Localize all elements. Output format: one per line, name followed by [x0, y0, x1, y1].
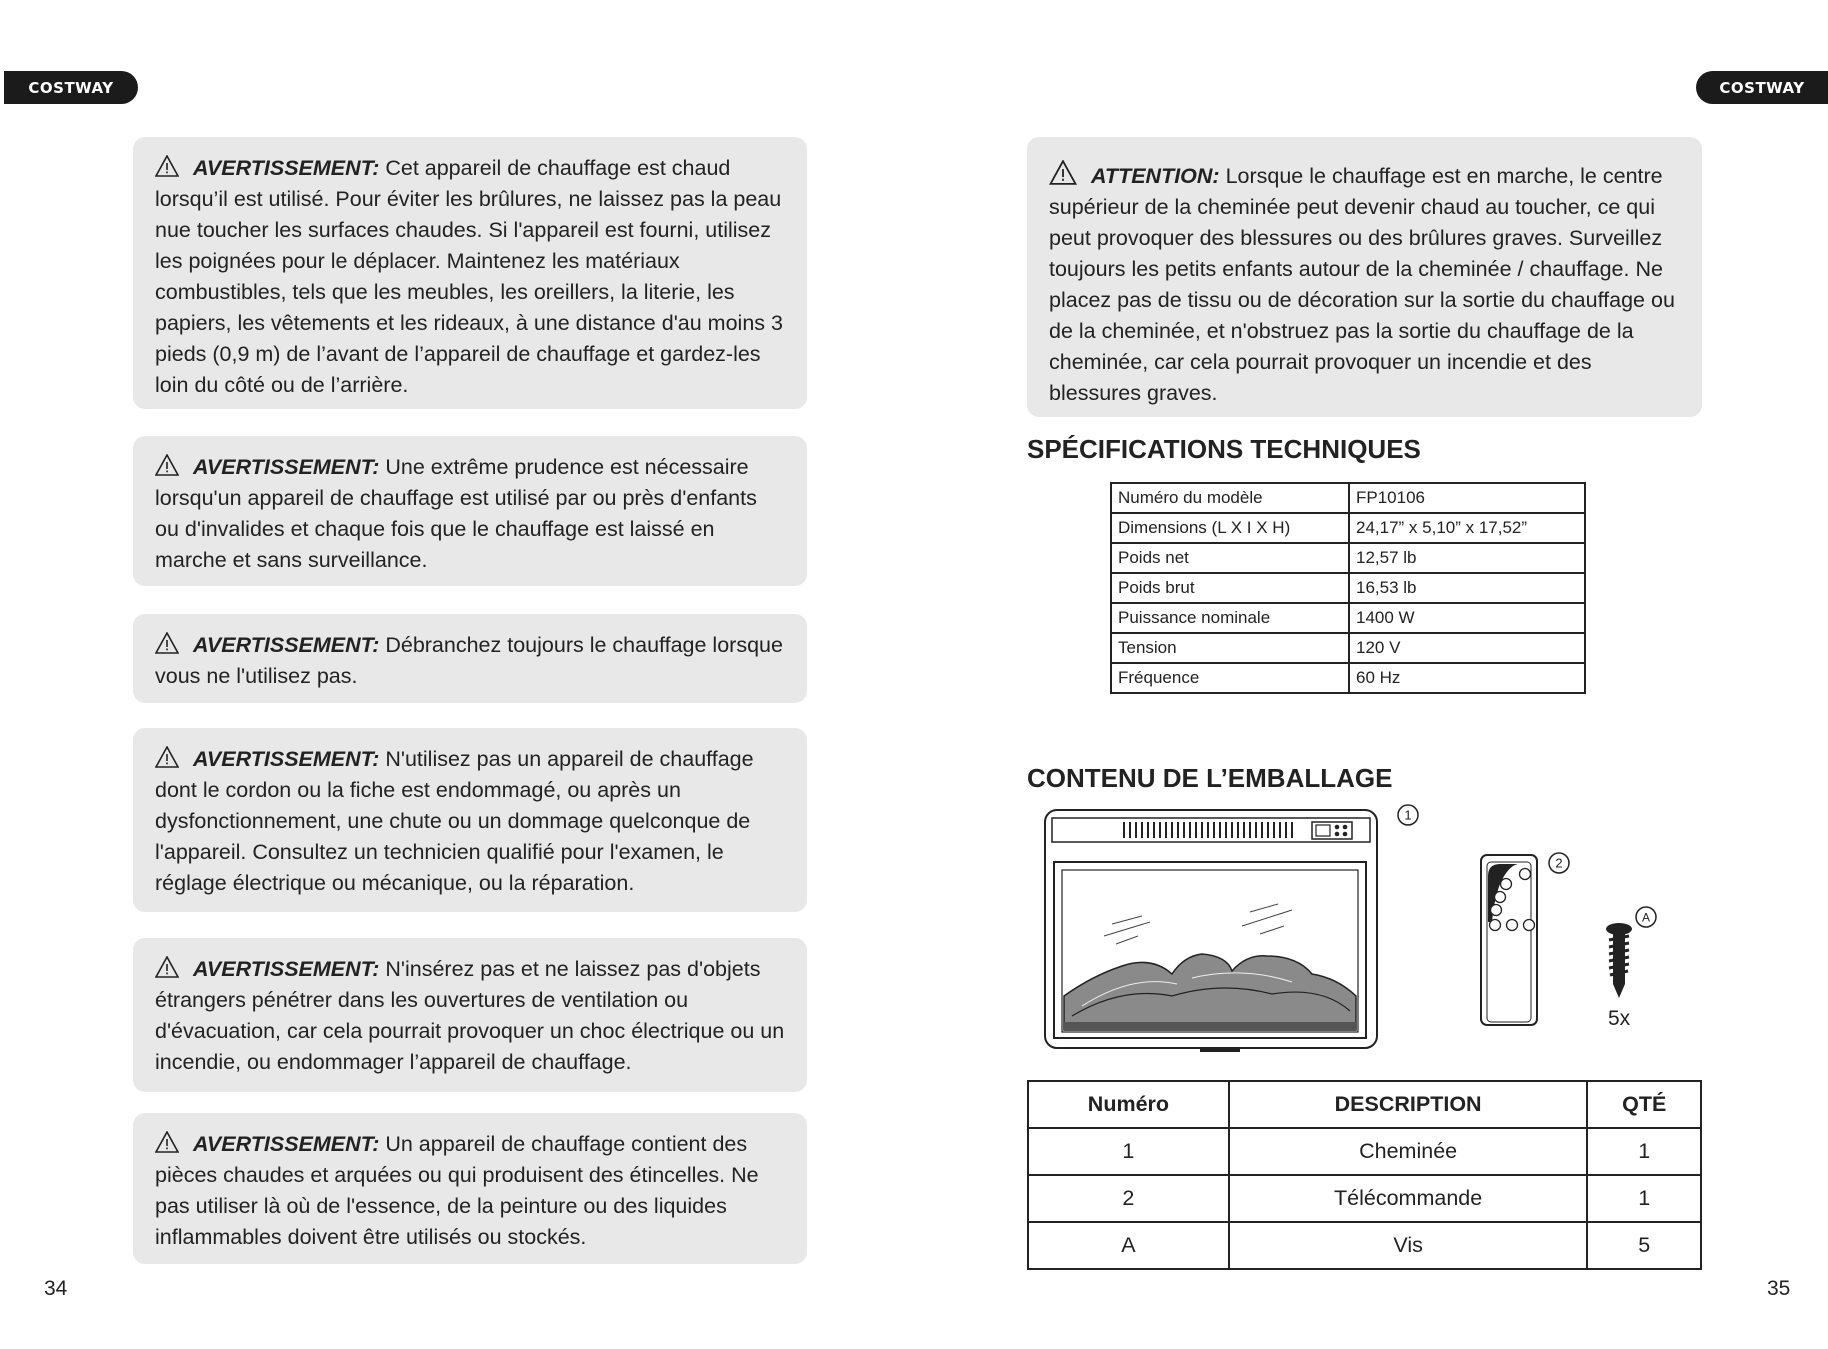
spec-label: Dimensions (L X I X H) — [1111, 513, 1349, 543]
warning-triangle-icon — [155, 155, 179, 177]
attention-keyword: ATTENTION: — [1091, 164, 1220, 188]
spec-row — [1111, 573, 1585, 603]
spec-row — [1111, 513, 1585, 543]
warning-keyword: AVERTISSEMENT: — [193, 1132, 380, 1156]
warning-box-3 — [133, 614, 807, 703]
callout-a — [1634, 905, 1658, 929]
spec-row — [1111, 543, 1585, 573]
package-title: CONTENU DE L’EMBALLAGE — [1027, 763, 1393, 793]
attention-box — [1027, 137, 1702, 417]
spec-label: Fréquence — [1111, 663, 1349, 693]
page-number-left: 34 — [44, 1277, 68, 1300]
warning-triangle-icon — [155, 956, 179, 978]
warning-text: N'insérez pas et ne laissez pas d'objets étrangers pénétrer dans les ouvertures de ventilation ou d'évacuation, car cela pourrait provoquer un choc électrique ou un incendie, ou endommager l’appareil de chauffage. — [155, 957, 785, 1074]
warning-triangle-icon — [155, 632, 179, 654]
spec-value: 16,53 lb — [1349, 573, 1585, 603]
spec-label: Poids brut — [1111, 573, 1349, 603]
package-header: DESCRIPTION — [1229, 1081, 1588, 1128]
svg-text:1: 1 — [1404, 807, 1412, 823]
warning-text: Cet appareil de chauffage est chaud lorsqu’il est utilisé. Pour éviter les brûlures, ne laissez pas la peau nue toucher les surfaces chaudes. Si l'appareil est fourni, utilisez les poignées pour le déplacer. Maintenez les matériaux combustibles, tels que les meubles, les oreillers, la literie, les papiers, les vêtements et les rideaux, à une distance d'au moins 3 pieds (0,9 m) de l’avant de l’appareil de chauffage et gardez-les loin du côté ou de l’arrière. — [155, 156, 783, 397]
package-cell: Vis — [1229, 1222, 1588, 1269]
spec-value: 12,57 lb — [1349, 543, 1585, 573]
screw-illustration — [1604, 922, 1634, 998]
page-number-right: 35 — [1767, 1277, 1791, 1300]
spec-value: 120 V — [1349, 633, 1585, 663]
package-table — [1027, 1080, 1702, 1270]
brand-label: COSTWAY — [28, 78, 114, 97]
fireplace-illustration — [1042, 806, 1382, 1054]
package-row — [1028, 1222, 1701, 1269]
warning-box-5 — [133, 938, 807, 1092]
spec-label: Numéro du modèle — [1111, 483, 1349, 513]
remote-control-illustration — [1478, 852, 1542, 1030]
warning-triangle-icon — [155, 746, 179, 768]
spec-row — [1111, 663, 1585, 693]
warning-box-4 — [133, 728, 807, 912]
package-row — [1028, 1128, 1701, 1175]
warning-keyword: AVERTISSEMENT: — [193, 455, 380, 479]
warning-triangle-icon — [155, 1131, 179, 1153]
spec-value: 60 Hz — [1349, 663, 1585, 693]
warning-box-1 — [133, 137, 807, 409]
callout-2 — [1547, 851, 1571, 875]
spec-value: 24,17” x 5,10” x 17,52” — [1349, 513, 1585, 543]
svg-text:2: 2 — [1555, 855, 1563, 871]
spec-row — [1111, 603, 1585, 633]
warning-triangle-icon — [1049, 160, 1077, 185]
screw-quantity-label: 5x — [1608, 1007, 1631, 1030]
spec-row — [1111, 483, 1585, 513]
brand-label: COSTWAY — [1719, 78, 1805, 97]
warning-text: N'utilisez pas un appareil de chauffage dont le cordon ou la fiche est endommagé, ou après un dysfonctionnement, une chute ou un dommage quelconque de l'appareil. Consultez un technicien qualifié pour l'examen, le réglage électrique ou mécanique, ou la réparation. — [155, 747, 754, 895]
warning-keyword: AVERTISSEMENT: — [193, 957, 380, 981]
brand-badge-right — [1696, 71, 1828, 104]
package-header: Numéro — [1028, 1081, 1229, 1128]
package-cell: Télécommande — [1229, 1175, 1588, 1222]
spec-value: FP10106 — [1349, 483, 1585, 513]
warning-box-6 — [133, 1113, 807, 1264]
warning-triangle-icon — [155, 454, 179, 476]
warning-keyword: AVERTISSEMENT: — [193, 156, 380, 180]
brand-badge-left — [4, 71, 138, 104]
warning-text: Débranchez toujours le chauffage lorsque vous ne l'utilisez pas. — [155, 633, 783, 688]
callout-1 — [1396, 803, 1420, 827]
spec-row — [1111, 633, 1585, 663]
warning-box-2 — [133, 436, 807, 586]
package-cell: 5 — [1587, 1222, 1701, 1269]
package-cell: 1 — [1587, 1128, 1701, 1175]
package-cell: A — [1028, 1222, 1229, 1269]
spec-label: Tension — [1111, 633, 1349, 663]
warning-keyword: AVERTISSEMENT: — [193, 747, 380, 771]
package-row — [1028, 1175, 1701, 1222]
package-cell: 2 — [1028, 1175, 1229, 1222]
package-cell: 1 — [1028, 1128, 1229, 1175]
warning-text: Une extrême prudence est nécessaire lorsqu'un appareil de chauffage est utilisé par ou près d'enfants ou d'invalides et chaque fois que le chauffage est laissé en marche et sans surveillance. — [155, 455, 757, 572]
specs-table — [1110, 482, 1586, 694]
spec-label: Poids net — [1111, 543, 1349, 573]
specs-title: SPÉCIFICATIONS TECHNIQUES — [1027, 434, 1421, 464]
spec-value: 1400 W — [1349, 603, 1585, 633]
package-header: QTÉ — [1587, 1081, 1701, 1128]
svg-text:A: A — [1641, 910, 1651, 925]
package-cell: Cheminée — [1229, 1128, 1588, 1175]
package-cell: 1 — [1587, 1175, 1701, 1222]
spec-label: Puissance nominale — [1111, 603, 1349, 633]
warning-text: Un appareil de chauffage contient des pièces chaudes et arquées ou qui produisent des étincelles. Ne pas utiliser là où de l'essence, de la peinture ou des liquides inflammables doivent être utilisés ou stockés. — [155, 1132, 759, 1249]
attention-text: Lorsque le chauffage est en marche, le centre supérieur de la cheminée peut devenir chaud au toucher, ce qui peut provoquer des blessures ou des brûlures graves. Surveillez toujours les petits enfants autour de la cheminée / chauffage. Ne placez pas de tissu ou de décoration sur la sortie du chauffage ou de la cheminée, et n'obstruez pas la sortie du chauffage de la cheminée, car cela pourrait provoquer un incendie et des blessures graves. — [1049, 164, 1675, 405]
warning-keyword: AVERTISSEMENT: — [193, 633, 380, 657]
